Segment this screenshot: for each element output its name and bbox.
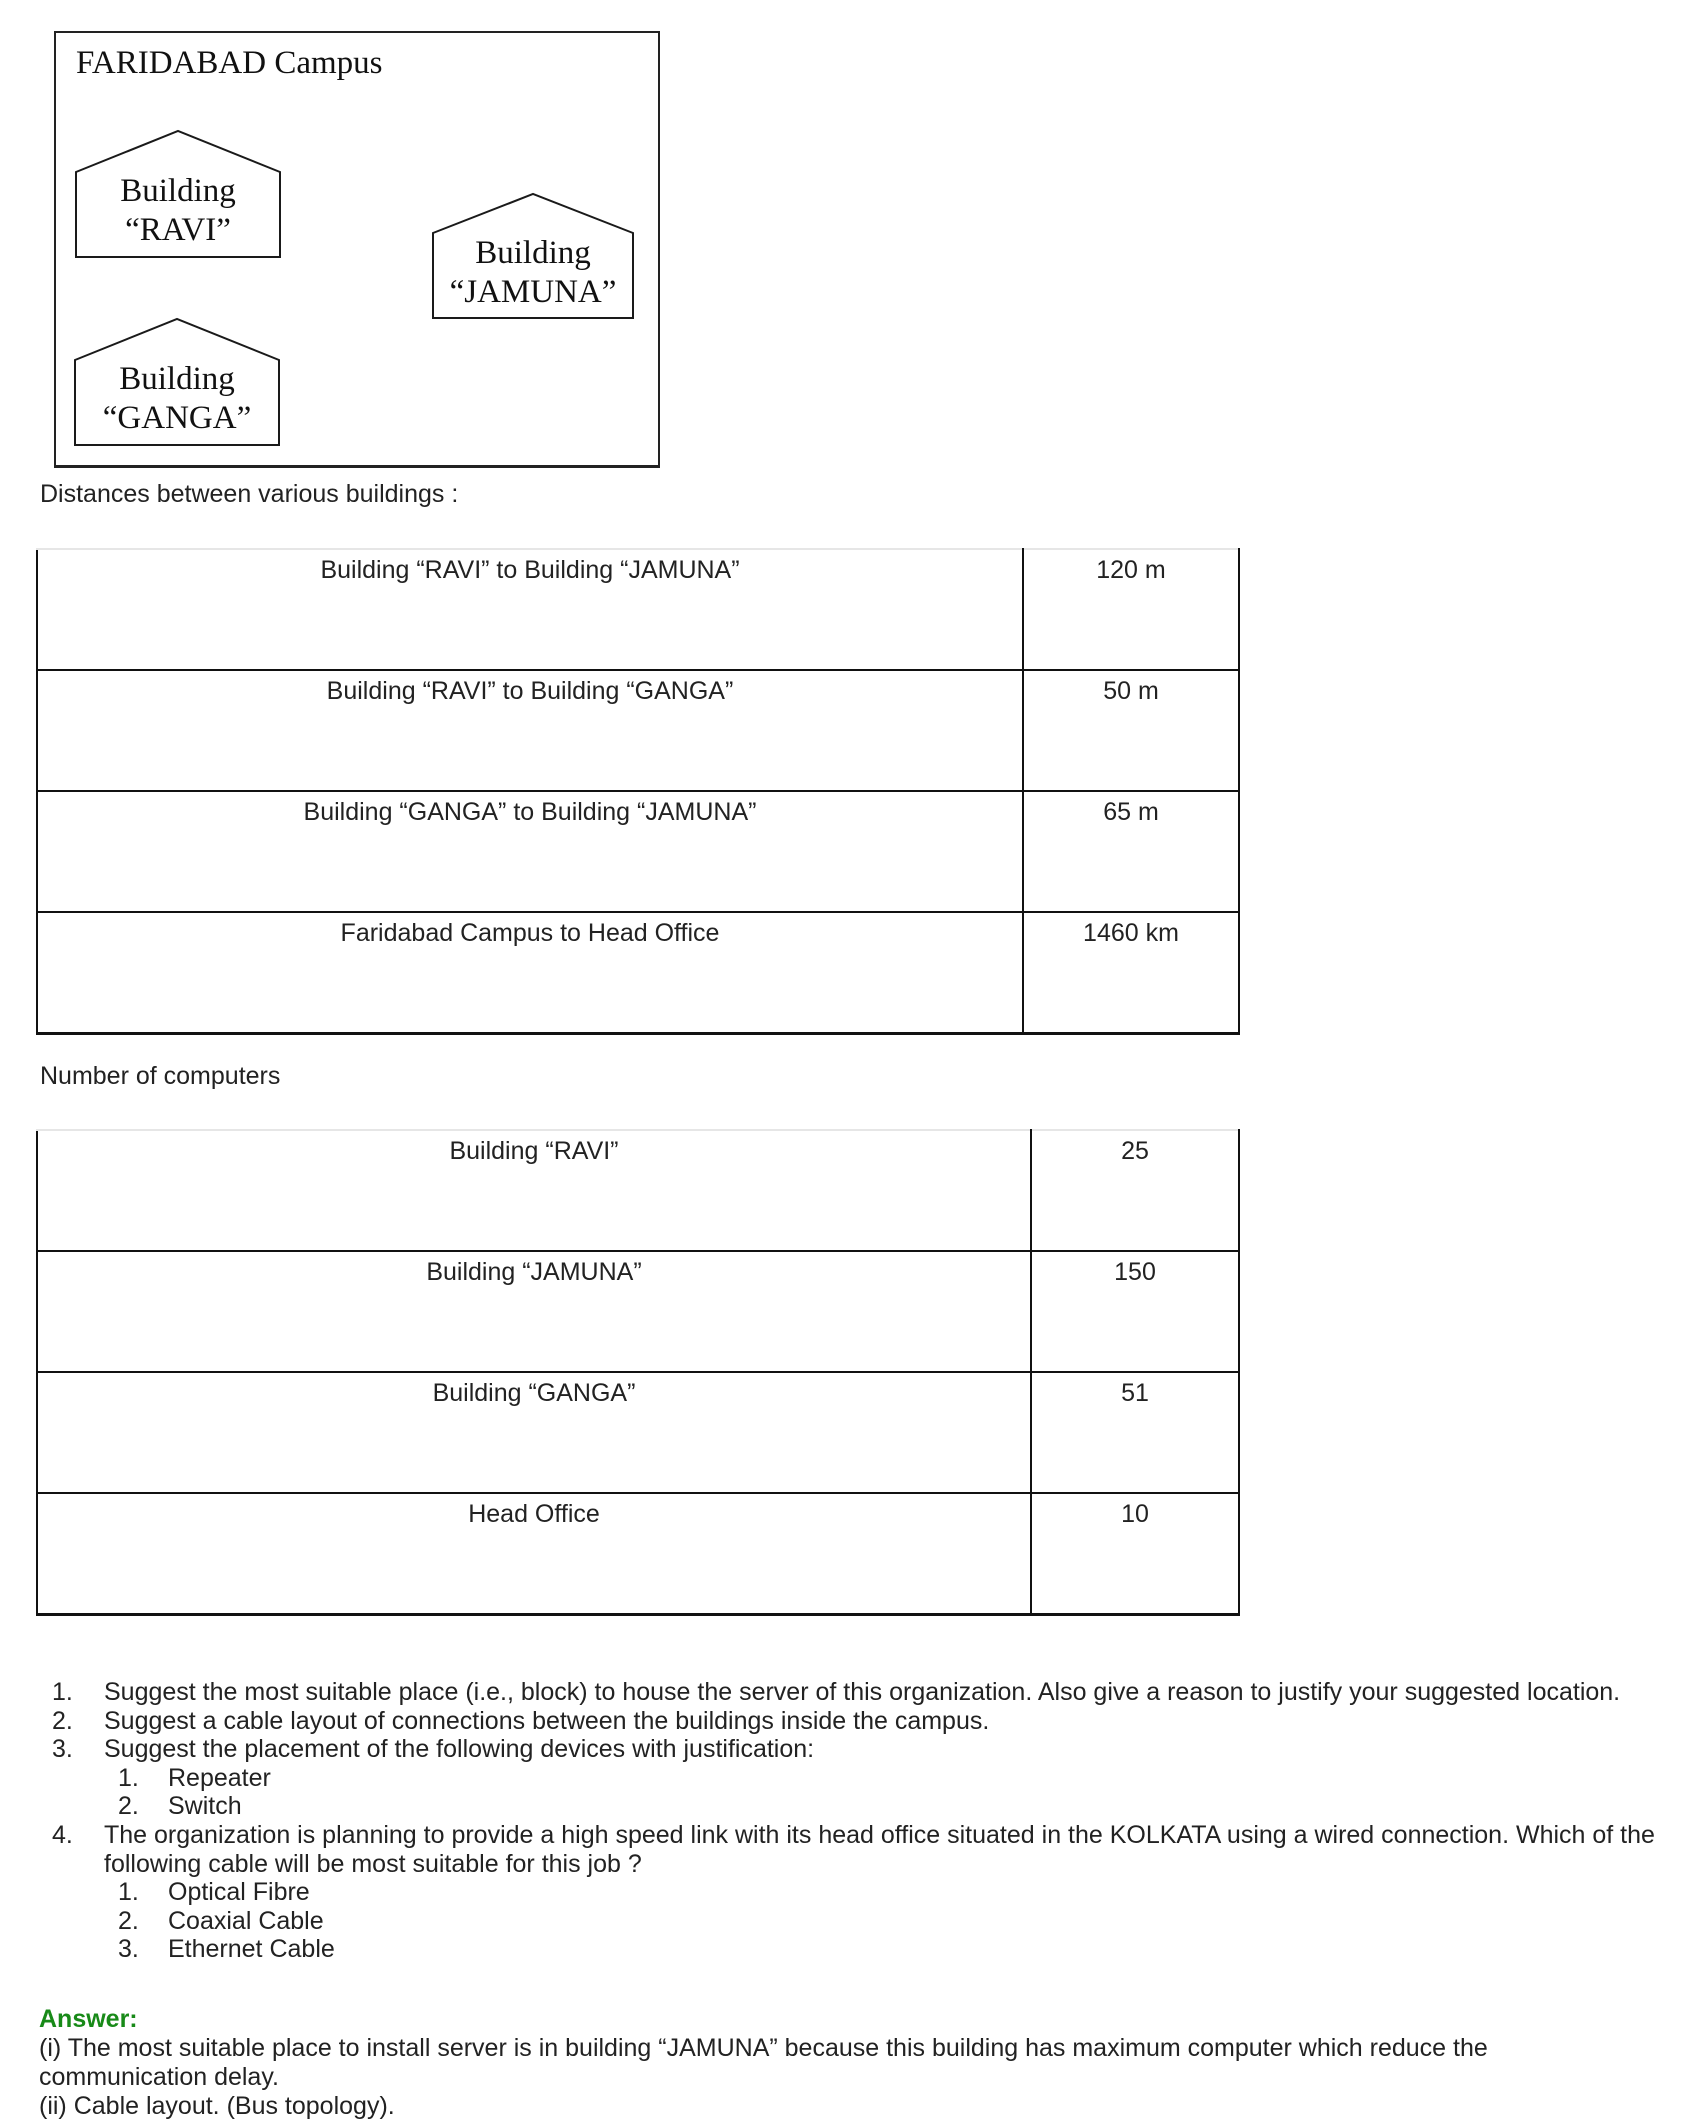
- option-number: 2.: [118, 1906, 139, 1935]
- table-row: [37, 1493, 1239, 1614]
- location-cell: Building “GANGA”: [37, 1372, 1031, 1493]
- campus-diagram: [54, 31, 660, 468]
- question-3-option: [0, 1792, 1700, 1821]
- route-cell: Building “GANGA” to Building “JAMUNA”: [37, 791, 1023, 912]
- table-row: [37, 791, 1239, 912]
- question-text: Suggest the placement of the following devices with justification:: [104, 1735, 815, 1764]
- question-4-option: [0, 1907, 1700, 1936]
- question-number: 4.: [52, 1820, 73, 1849]
- answer-i-line2: communication delay.: [39, 2063, 279, 2091]
- route-cell: Faridabad Campus to Head Office: [37, 912, 1023, 1033]
- location-cell: Building “JAMUNA”: [37, 1251, 1031, 1372]
- building-ganga: [74, 318, 280, 446]
- question-number: 2.: [52, 1706, 73, 1735]
- question-2: [0, 1707, 1700, 1736]
- distance-cell: 65 m: [1023, 791, 1239, 912]
- question-list: [0, 1678, 1700, 1964]
- question-1: [0, 1678, 1700, 1707]
- computers-table: [36, 1129, 1240, 1616]
- table-row: [37, 1251, 1239, 1372]
- option-number: 3.: [118, 1935, 139, 1964]
- answer-ii: (ii) Cable layout. (Bus topology).: [39, 2092, 395, 2120]
- table-row: [37, 1372, 1239, 1493]
- campus-title: FARIDABAD Campus: [76, 45, 383, 81]
- option-text: Switch: [168, 1792, 242, 1821]
- count-cell: 10: [1031, 1493, 1239, 1614]
- table-row: [37, 1130, 1239, 1251]
- building-jamuna-line2: “JAMUNA”: [449, 274, 617, 310]
- answer-i-line1: (i) The most suitable place to install server is in building “JAMUNA” because this building has maximum computer which reduce the: [39, 2034, 1488, 2062]
- question-number: 3.: [52, 1735, 73, 1764]
- count-cell: 150: [1031, 1251, 1239, 1372]
- route-cell: Building “RAVI” to Building “GANGA”: [37, 670, 1023, 791]
- question-3: [0, 1735, 1700, 1764]
- building-jamuna: [432, 193, 634, 319]
- building-ganga-line2: “GANGA”: [102, 400, 252, 436]
- question-4-option: [0, 1935, 1700, 1964]
- question-text: Suggest a cable layout of connections between the buildings inside the campus.: [104, 1706, 990, 1735]
- question-text: following cable will be most suitable for this job ?: [104, 1849, 642, 1878]
- question-4-continued: [0, 1850, 1700, 1879]
- building-jamuna-line1: Building: [475, 235, 591, 271]
- question-text: Suggest the most suitable place (i.e., block) to house the server of this organization. Also give a reason to justify your suggested location.: [104, 1678, 1621, 1706]
- distance-cell: 1460 km: [1023, 912, 1239, 1033]
- count-cell: 51: [1031, 1372, 1239, 1493]
- question-number: 1.: [52, 1678, 73, 1706]
- route-cell: Building “RAVI” to Building “JAMUNA”: [37, 549, 1023, 670]
- distances-table: [36, 548, 1240, 1035]
- option-number: 1.: [118, 1763, 139, 1792]
- option-text: Optical Fibre: [168, 1878, 310, 1907]
- location-cell: Building “RAVI”: [37, 1130, 1031, 1251]
- question-4: [0, 1821, 1700, 1850]
- distance-cell: 120 m: [1023, 549, 1239, 670]
- question-text: The organization is planning to provide a high speed link with its head office situated in the KOLKATA using a wired connection. Which of the: [104, 1820, 1655, 1849]
- location-cell: Head Office: [37, 1493, 1031, 1614]
- table-row: [37, 549, 1239, 670]
- building-ravi-line2: “RAVI”: [125, 212, 231, 248]
- option-number: 2.: [118, 1792, 139, 1821]
- building-ravi-line1: Building: [120, 173, 236, 209]
- computers-caption: Number of computers: [40, 1062, 281, 1090]
- building-ganga-line1: Building: [119, 361, 235, 397]
- option-number: 1.: [118, 1878, 139, 1907]
- building-ravi: [75, 130, 281, 258]
- answer-section: [39, 2005, 1488, 2121]
- table-row: [37, 670, 1239, 791]
- question-4-option: [0, 1878, 1700, 1907]
- option-text: Coaxial Cable: [168, 1906, 324, 1935]
- distance-cell: 50 m: [1023, 670, 1239, 791]
- count-cell: 25: [1031, 1130, 1239, 1251]
- option-text: Ethernet Cable: [168, 1935, 335, 1964]
- distances-caption: Distances between various buildings :: [40, 480, 459, 508]
- answer-heading: Answer:: [39, 2005, 138, 2033]
- option-text: Repeater: [168, 1763, 271, 1792]
- question-3-option: [0, 1764, 1700, 1793]
- table-row: [37, 912, 1239, 1033]
